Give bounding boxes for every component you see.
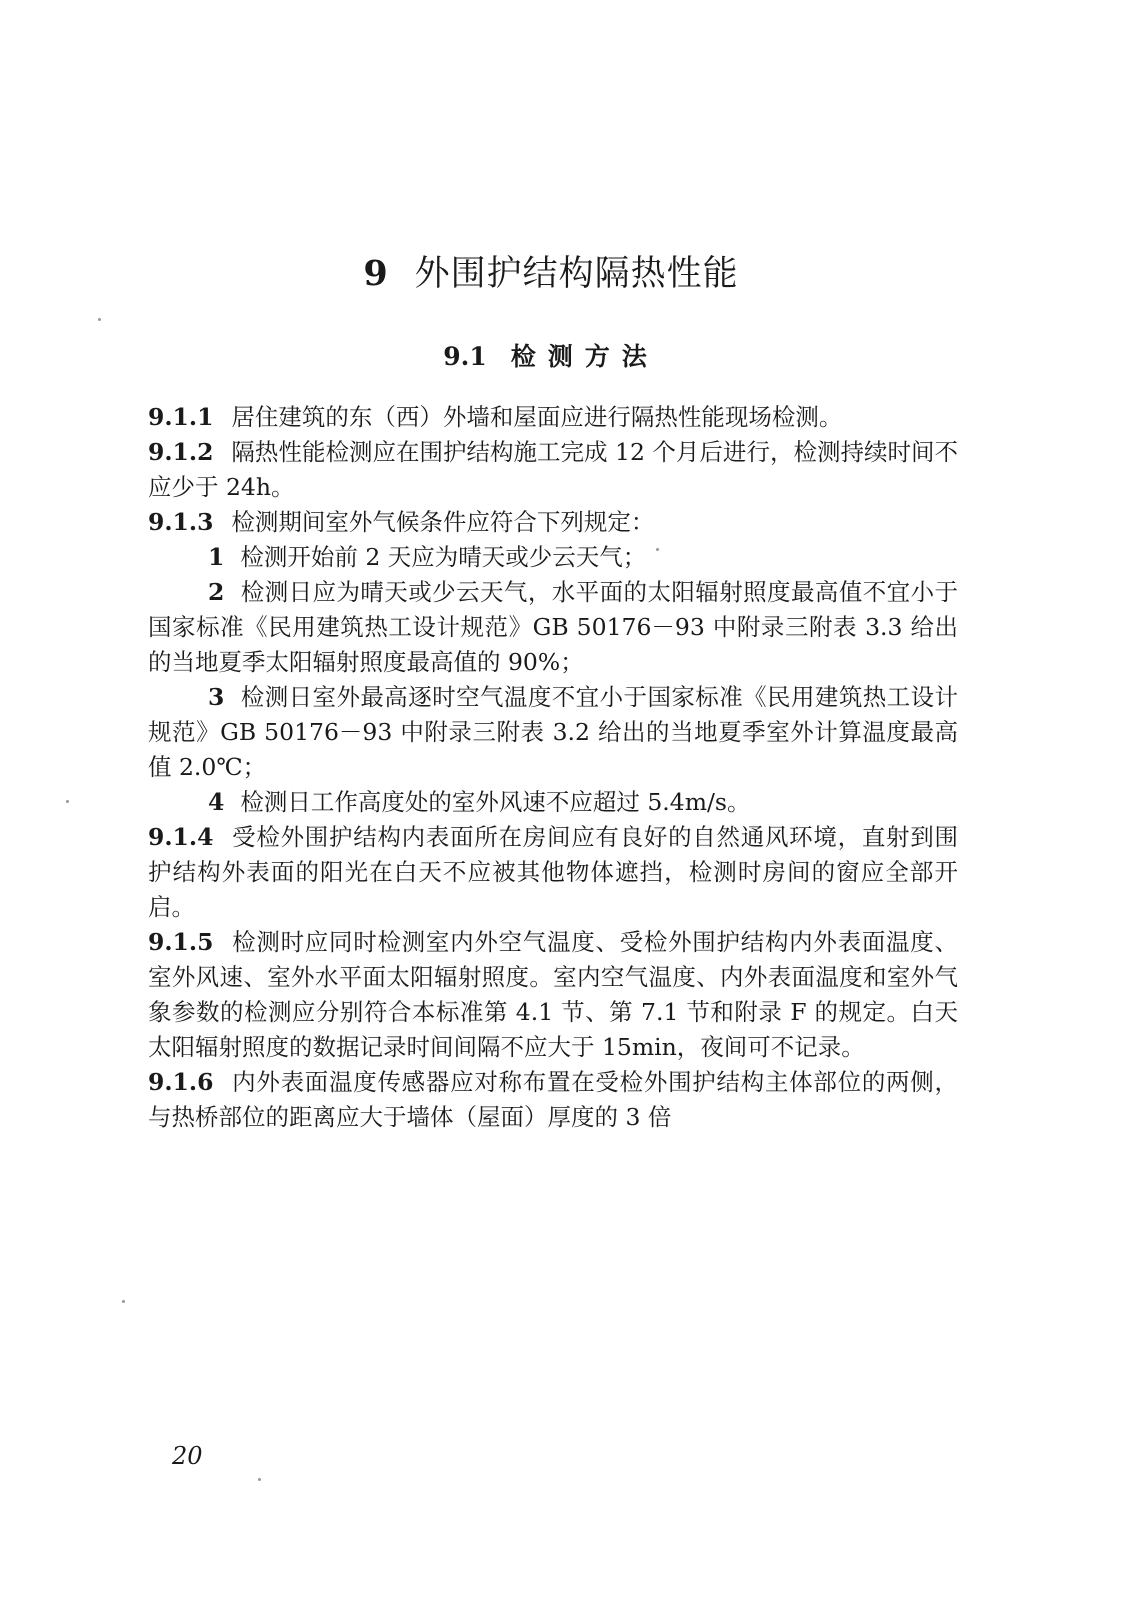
clause-9-1-2 [148,435,958,505]
clause-number: 9.1.5 [148,928,214,956]
clause-text: 检测期间室外气候条件应符合下列规定： [231,508,655,536]
clause-text: 内外表面温度传感器应对称布置在受检外围护结构主体部位的两侧，与热桥部位的距离应大于墙体（屋面）厚度的 3 倍 [148,1068,958,1131]
item-number: 3 [208,683,225,711]
scan-speck [656,548,659,551]
chapter-heading [0,246,1102,296]
clause-9-1-5 [148,925,958,1065]
clause-item-3 [148,680,958,785]
clause-text: 受检外围护结构内表面所在房间应有良好的自然通风环境，直射到围护结构外表面的阳光在白天不应被其他物体遮挡，检测时房间的窗应全部开启。 [148,823,958,921]
item-text: 检测日室外最高逐时空气温度不宜小于国家标准《民用建筑热工设计规范》GB 50176－93 中附录三附表 3.2 给出的当地夏季室外计算温度最高值 2.0℃； [148,683,958,781]
scan-speck [98,318,101,321]
item-number: 4 [208,788,225,816]
item-text: 检测开始前 2 天应为晴天或少云天气； [240,543,647,571]
item-number: 2 [208,578,225,606]
clause-number: 9.1.6 [148,1068,214,1096]
clause-item-2 [148,575,958,680]
scan-speck [122,1300,125,1303]
clause-9-1-3 [148,505,958,540]
document-body [148,400,958,1135]
section-title: 检测方法 [510,342,659,371]
scan-speck [258,1478,261,1481]
clause-text: 居住建筑的东（西）外墙和屋面应进行隔热性能现场检测。 [231,403,843,431]
item-text: 检测日工作高度处的室外风速不应超过 5.4m/s。 [240,788,751,816]
clause-number: 9.1.1 [148,403,214,431]
clause-number: 9.1.4 [148,823,214,851]
clause-9-1-6 [148,1065,958,1135]
section-heading [0,337,1102,373]
clause-item-1 [148,540,958,575]
section-number: 9.1 [443,342,487,371]
scan-speck [66,800,69,803]
chapter-number: 9 [363,253,389,294]
clause-item-4 [148,785,958,820]
clause-number: 9.1.3 [148,508,214,536]
clause-text: 隔热性能检测应在围护结构施工完成 12 个月后进行，检测持续时间不应少于 24h。 [148,438,958,501]
clause-text: 检测时应同时检测室内外空气温度、受检外围护结构内外表面温度、室外风速、室外水平面太阳辐射照度。室内空气温度、内外表面温度和室外气象参数的检测应分别符合本标准第 4.1 节、第 7.1 节和附录 F 的规定。白天太阳辐射照度的数据记录时间间隔不应大于 15min，夜间可不记录。 [148,928,958,1061]
item-text: 检测日应为晴天或少云天气，水平面的太阳辐射照度最高值不宜小于国家标准《民用建筑热工设计规范》GB 50176－93 中附录三附表 3.3 给出的当地夏季太阳辐射照度最高值的 90%； [148,578,958,676]
chapter-title: 外围护结构隔热性能 [414,254,739,294]
page-number: 20 [172,1442,203,1470]
clause-9-1-4 [148,820,958,925]
clause-number: 9.1.2 [148,438,214,466]
clause-9-1-1 [148,400,958,435]
item-number: 1 [208,543,225,571]
